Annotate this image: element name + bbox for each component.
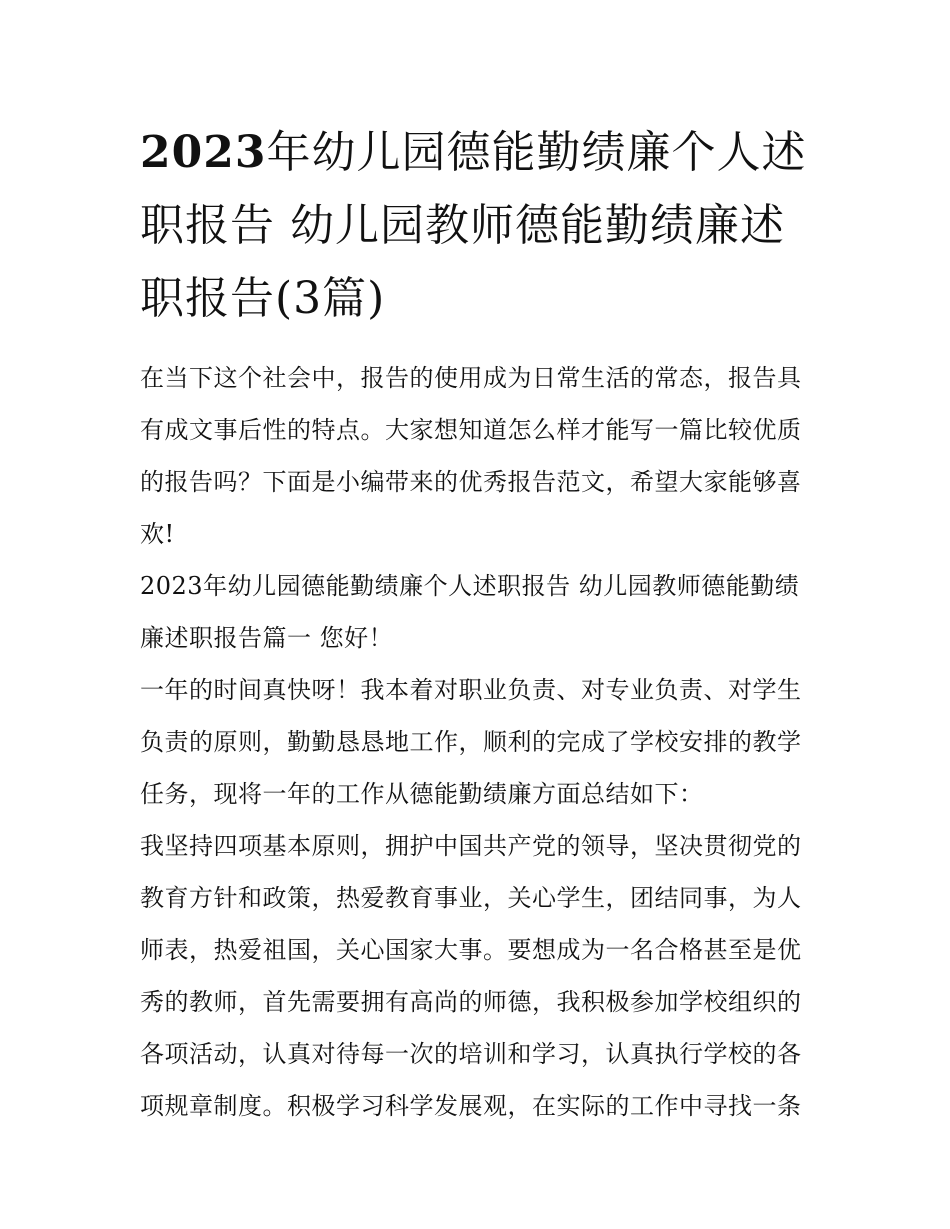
body-paragraph-summary: 一年的时间真快呀！我本着对职业负责、对专业负责、对学生负责的原则，勤勤恳恳地工作，顺利的完成了学校安排的教学任务，现将一年的工作从德能勤绩廉方面总结如下： xyxy=(140,676,802,808)
intro-paragraph: 在当下这个社会中，报告的使用成为日常生活的常态，报告具有成文事后性的特点。大家想知道怎么样才能写一篇比较优质的报告吗？下面是小编带来的优秀报告范文，希望大家能够喜欢! xyxy=(140,364,802,548)
document-title xyxy=(140,116,820,335)
title-year: 2023 xyxy=(140,127,267,178)
title-text: 年幼儿园德能勤绩廉个人述职报告 幼儿园教师德能勤绩廉述职报告(3篇) xyxy=(140,127,807,324)
section-heading-paragraph: 2023年幼儿园德能勤绩廉个人述职报告 幼儿园教师德能勤绩廉述职报告篇一 您好！ xyxy=(140,572,800,652)
body-paragraph-ethics: 我坚持四项基本原则，拥护中国共产党的领导，坚决贯彻党的教育方针和政策，热爱教育事业，关心学生，团结同事，为人师表，热爱祖国，关心国家大事。要想成为一名合格甚至是优秀的教师，首先需要拥有高尚的师德，我积极参加学校组织的各项活动，认真对待每一次的培训和学习，认真执行学校的各项规章制度。积极学习科学发展观，在实际的工作中寻找一条 xyxy=(140,832,802,1120)
document-body xyxy=(140,352,820,1132)
